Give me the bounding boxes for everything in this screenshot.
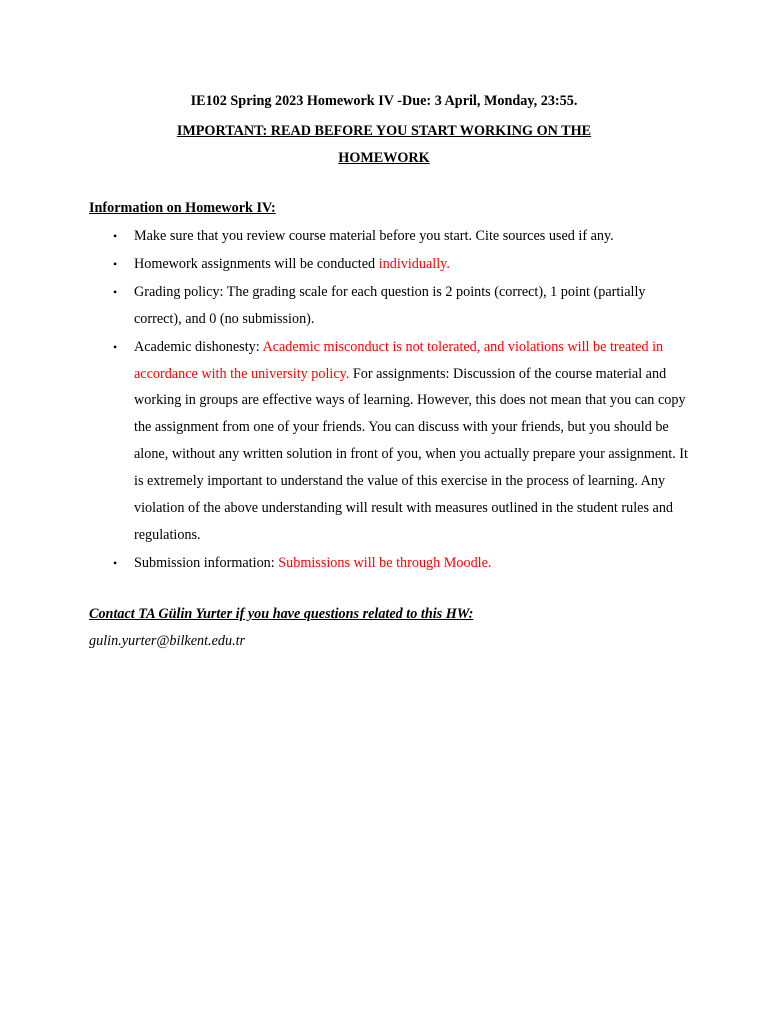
list-item-text: Grading policy: The grading scale for each question is 2 points (correct), 1 point (partially correct), and 0 (no submission). <box>134 283 646 327</box>
list-item-submission-info <box>89 550 689 577</box>
list-item-review-material <box>89 223 689 250</box>
list-item-individual-work <box>89 251 689 278</box>
bullet-icon: • <box>113 555 118 570</box>
contact-heading: Contact TA Gülin Yurter if you have questions related to this HW: <box>89 606 474 622</box>
bullet-icon: • <box>113 256 118 271</box>
section-heading: Information on Homework IV: <box>89 200 276 216</box>
list-item-text: Homework assignments will be conducted <box>134 255 379 272</box>
information-list <box>89 223 689 578</box>
list-item-prefix: Academic dishonesty: <box>134 338 263 355</box>
list-item-text: Submission information: <box>134 554 279 571</box>
emphasis-text: individually. <box>378 255 450 272</box>
important-notice-line1: IMPORTANT: READ BEFORE YOU START WORKING ON THE <box>176 123 592 139</box>
important-notice-line2: HOMEWORK <box>338 150 430 166</box>
emphasis-text: Submissions will be through Moodle. <box>278 554 492 571</box>
list-item-grading-policy <box>89 279 689 333</box>
list-item-academic-dishonesty <box>89 334 689 549</box>
bullet-icon: • <box>113 339 118 354</box>
important-notice <box>150 118 618 172</box>
list-item-text: Make sure that you review course material before you start. Cite sources used if any. <box>134 228 614 244</box>
emphasis-text: Academic misconduct is not tolerated, and violations will be treated in accordance with the university policy. <box>134 338 664 382</box>
bullet-icon: • <box>113 229 118 243</box>
contact-email: gulin.yurter@bilkent.edu.tr <box>89 633 246 649</box>
bullet-icon: • <box>113 284 118 299</box>
homework-title: IE102 Spring 2023 Homework IV -Due: 3 April, Monday, 23:55. <box>190 93 578 109</box>
list-item-suffix: For assignments: Discussion of the course material and working in groups are effective ways of learning. However, this does not mean that you can copy the assignment from one of your friends. You can discuss with your friends, but you should be alone, without any written solution in front of you, when you actually prepare your assignment. It is extremely important to understand the value of this exercise in the process of learning. Any violation of the above understanding will result with measures outlined in the student rules and regulations. <box>134 365 688 543</box>
